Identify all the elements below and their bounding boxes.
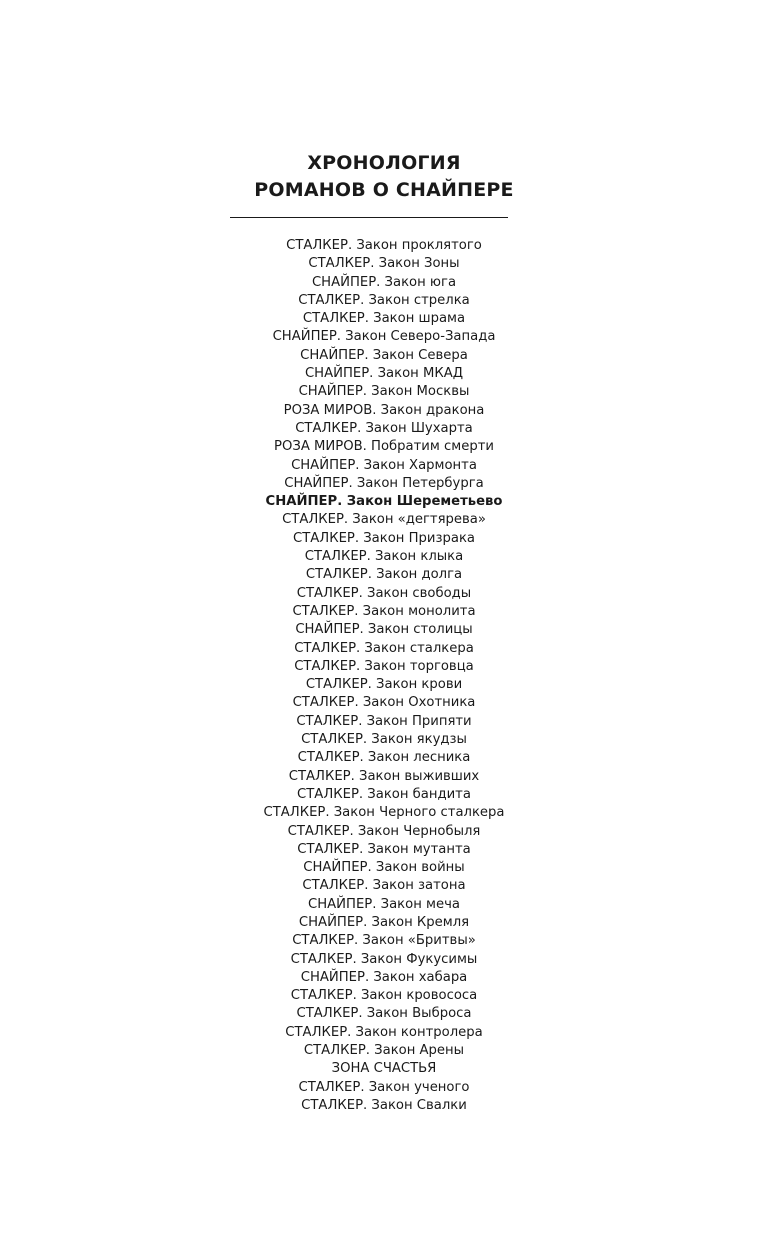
book-list-item: СТАЛКЕР. Закон «Бритвы» bbox=[292, 933, 476, 949]
book-list-item: СТАЛКЕР. Закон Призрака bbox=[293, 530, 475, 546]
book-list-item: СНАЙПЕР. Закон Шереметьево bbox=[265, 494, 503, 510]
book-list-item: СТАЛКЕР. Закон мутанта bbox=[297, 841, 471, 857]
book-list-item: РОЗА МИРОВ. Закон дракона bbox=[283, 402, 485, 418]
book-list-item: СТАЛКЕР. Закон Припяти bbox=[296, 713, 472, 729]
page-title-line-2: РОМАНОВ О СНАЙПЕРЕ bbox=[254, 179, 514, 201]
book-list-item: СНАЙПЕР. Закон Севера bbox=[300, 347, 468, 363]
book-list-item: СТАЛКЕР. Закон лесника bbox=[297, 750, 471, 766]
book-list-item: СТАЛКЕР. Закон Шухарта bbox=[295, 420, 473, 436]
book-list-item: СНАЙПЕР. Закон Хармонта bbox=[291, 457, 477, 473]
book-list-item: СНАЙПЕР. Закон юга bbox=[311, 274, 457, 290]
book-list-item: СНАЙПЕР. Закон столицы bbox=[295, 622, 473, 638]
book-list-item: СТАЛКЕР. Закон Чернобыля bbox=[287, 823, 481, 839]
book-list-item: СТАЛКЕР. Закон сталкера bbox=[294, 640, 474, 656]
book-list-item: СТАЛКЕР. Закон «дегтярева» bbox=[282, 512, 486, 528]
book-list-item: СНАЙПЕР. Закон Кремля bbox=[298, 914, 470, 930]
book-list-item: СТАЛКЕР. Закон стрелка bbox=[298, 292, 470, 308]
book-list-item: СТАЛКЕР. Закон Охотника bbox=[292, 695, 476, 711]
book-list-item: СТАЛКЕР. Закон Черного сталкера bbox=[263, 805, 505, 821]
book-list-item: СНАЙПЕР. Закон хабара bbox=[300, 969, 468, 985]
book-list-item: ЗОНА СЧАСТЬЯ bbox=[331, 1061, 437, 1077]
book-list-item: СТАЛКЕР. Закон затона bbox=[302, 878, 466, 894]
book-list-item: СТАЛКЕР. Закон свободы bbox=[296, 585, 472, 601]
book-list-item: СТАЛКЕР. Закон контролера bbox=[285, 1024, 483, 1040]
book-list-item: СТАЛКЕР. Закон проклятого bbox=[286, 238, 482, 253]
book-list-item: СТАЛКЕР. Закон Зоны bbox=[308, 256, 460, 272]
book-list-item: СНАЙПЕР. Закон Северо-Запада bbox=[272, 329, 496, 345]
book-list-item: СТАЛКЕР. Закон ученого bbox=[298, 1079, 470, 1095]
book-list-item: СНАЙПЕР. Закон войны bbox=[303, 860, 465, 876]
book-list-item: СТАЛКЕР. Закон якудзы bbox=[301, 732, 467, 748]
book-list-item: СТАЛКЕР. Закон кровососа bbox=[290, 988, 478, 1004]
title-divider bbox=[230, 217, 508, 218]
book-list-item: СТАЛКЕР. Закон клыка bbox=[304, 549, 464, 565]
book-list-item: СНАЙПЕР. Закон Петербурга bbox=[284, 475, 484, 491]
book-list-item: СТАЛКЕР. Закон Выброса bbox=[296, 1006, 472, 1022]
book-list-item: СТАЛКЕР. Закон Свалки bbox=[301, 1097, 467, 1113]
book-list-item: СТАЛКЕР. Закон крови bbox=[305, 677, 463, 693]
book-list-item: СТАЛКЕР. Закон шрама bbox=[302, 311, 466, 327]
book-list-item: СНАЙПЕР. Закон Москвы bbox=[298, 384, 470, 400]
book-list-item: СНАЙПЕР. Закон МКАД bbox=[304, 366, 464, 382]
book-list-item: СТАЛКЕР. Закон Фукусимы bbox=[290, 951, 478, 967]
book-list-item: СНАЙПЕР. Закон меча bbox=[308, 896, 460, 912]
page-title bbox=[0, 150, 768, 204]
book-list-item: СТАЛКЕР. Закон долга bbox=[305, 567, 463, 583]
book-list-item: РОЗА МИРОВ. Побратим смерти bbox=[274, 439, 494, 455]
book-list bbox=[0, 237, 768, 1115]
book-list-item: СТАЛКЕР. Закон Арены bbox=[303, 1043, 465, 1059]
page-title-line-1: ХРОНОЛОГИЯ bbox=[307, 152, 461, 174]
book-list-item: СТАЛКЕР. Закон бандита bbox=[297, 786, 471, 802]
book-list-item: СТАЛКЕР. Закон монолита bbox=[292, 603, 476, 619]
book-list-item: СТАЛКЕР. Закон торговца bbox=[294, 658, 474, 674]
book-list-item: СТАЛКЕР. Закон выживших bbox=[288, 768, 480, 784]
